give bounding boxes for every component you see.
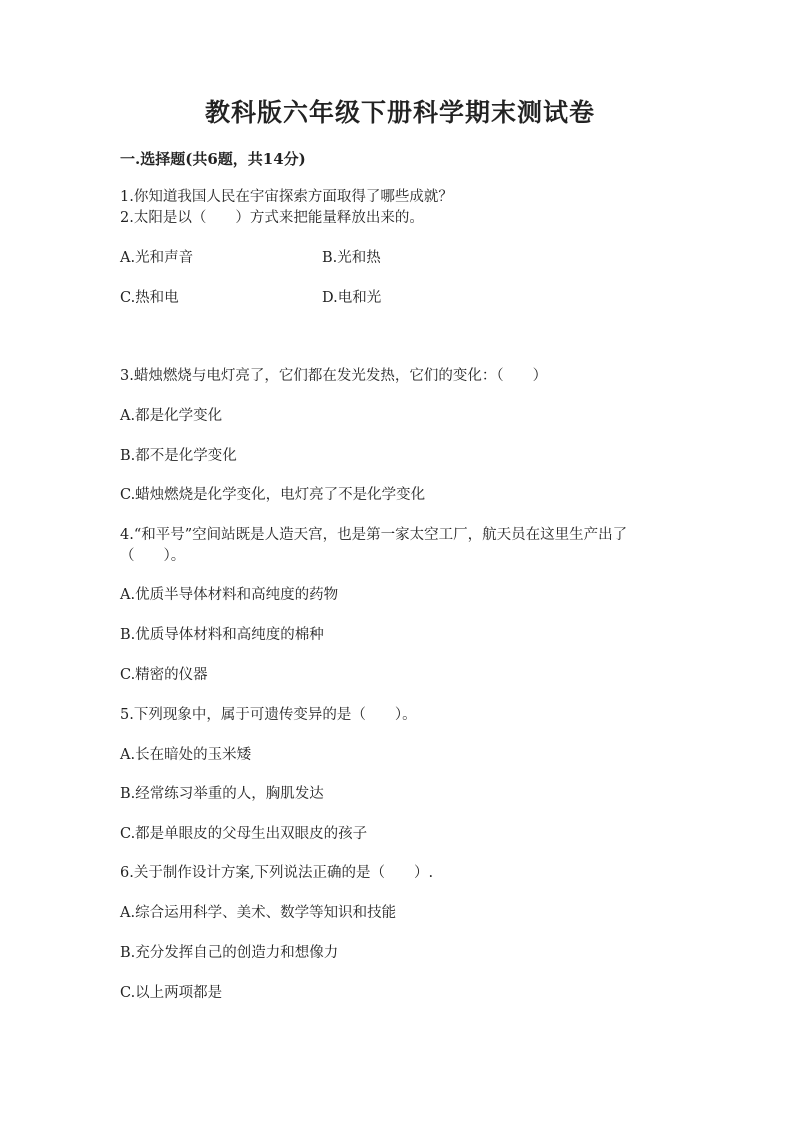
question-4-option-a: A.优质半导体材料和高纯度的药物	[120, 587, 339, 603]
question-6-option-a: A.综合运用科学、美术、数学等知识和技能	[120, 905, 397, 921]
question-5-option-a: A.长在暗处的玉米矮	[120, 747, 252, 763]
section-heading: 一.选择题(共6题，共14分)	[120, 150, 306, 168]
page-title: 教科版六年级下册科学期末测试卷	[204, 98, 595, 127]
question-5-option-b: B.经常练习举重的人，胸肌发达	[120, 786, 324, 802]
question-3-option-c: C.蜡烛燃烧是化学变化，电灯亮了不是化学变化	[120, 487, 426, 503]
question-5-option-c: C.都是单眼皮的父母生出双眼皮的孩子	[120, 826, 368, 842]
question-2-option-a: A.光和声音	[120, 250, 194, 266]
question-6-option-b: B.充分发挥自己的创造力和想像力	[120, 945, 339, 961]
question-1: 1.你知道我国人民在宇宙探索方面取得了哪些成就？	[120, 189, 453, 205]
question-4-option-c: C.精密的仪器	[120, 667, 208, 683]
question-6-stem: 6.关于制作设计方案,下列说法正确的是（ ）.	[120, 865, 434, 881]
question-5-stem: 5.下列现象中，属于可遗传变异的是（ ）。	[120, 707, 417, 723]
question-3-option-a: A.都是化学变化	[120, 408, 223, 424]
question-4-option-b: B.优质导体材料和高纯度的棉种	[120, 627, 324, 643]
question-3-stem: 3.蜡烛燃烧与电灯亮了，它们都在发光发热，它们的变化：（ ）	[120, 368, 548, 384]
question-2-stem: 2.太阳是以（ ）方式来把能量释放出来的。	[120, 210, 424, 226]
question-4-stem: 4.“和平号”空间站既是人造天宫，也是第一家太空工厂，航天员在这里生产出了（ ）。	[120, 527, 628, 564]
question-2-option-d: D.电和光	[322, 290, 382, 306]
question-2-option-c: C.热和电	[120, 290, 179, 306]
question-3-option-b: B.都不是化学变化	[120, 448, 237, 464]
question-6-option-c: C.以上两项都是	[120, 985, 223, 1001]
question-2-option-b: B.光和热	[322, 250, 381, 266]
